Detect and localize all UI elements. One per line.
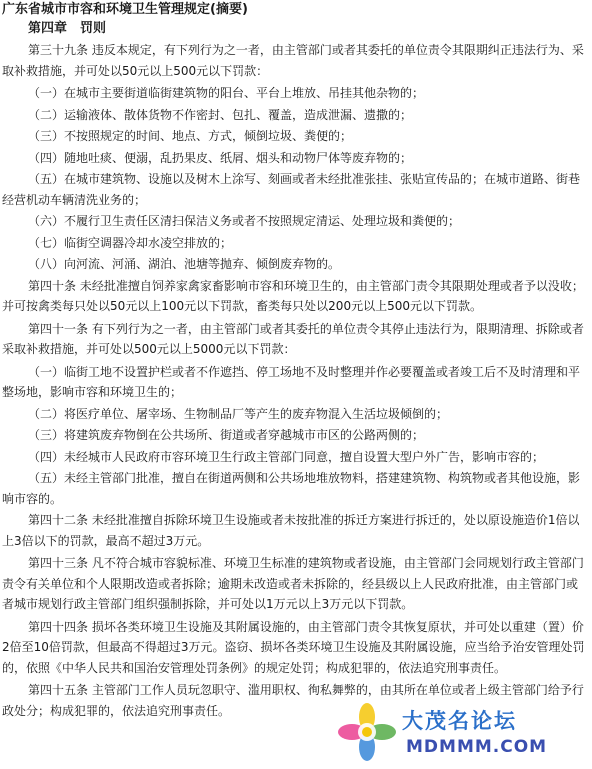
list-item: （一）在城市主要街道临街建筑物的阳台、平台上堆放、吊挂其他杂物的； <box>28 86 425 100</box>
article-paragraph: 第四十一条 有下列行为之一者，由主管部门或者其委托的单位责令其停止违法行为，限期清理、拆除或者采取补救措施，并可处以500元以上5000元以下罚款： <box>2 321 584 356</box>
article-paragraph: 第四十四条 损坏各类环境卫生设施及其附属设施的，由主管部门责令其恢复原状，并可处以重建（置）价2倍至10倍罚款，但最高不得超过3万元。盗窃、损坏各类环境卫生设施及其附属设施，应当给予治安管理处罚的，依照《中华人民共和国治安管理处罚条例》的规定处罚；构成犯罪的，依法追究刑事责任。 <box>2 619 585 675</box>
list-item: （四）未经城市人民政府市容环境卫生行政主管部门同意，擅自设置大型户外广告，影响市容的； <box>28 449 545 464</box>
list-item: （四）随地吐痰、便溺，乱扔果皮、纸屑、烟头和动物尸体等废弃物的； <box>28 150 413 165</box>
list-item: （二）将医疗单位、屠宰场、生物制品厂等产生的废弃物混入生活垃圾倾倒的； <box>28 406 449 421</box>
list-item: （三）不按照规定的时间、地点、方式，倾倒垃圾、粪便的； <box>28 129 353 143</box>
article-paragraph: 第四十二条 未经批准擅自拆除环境卫生设施或者未按批准的拆迁方案进行拆迁的，处以原设施造价1倍以上3倍以下的罚款，最高不超过3万元。 <box>2 513 580 548</box>
list-item: （五）在城市建筑物、设施以及树木上涂写、刻画或者未经批准张挂、张贴宣传品的；在城市道路、街巷经营机动车辆清洗业务的； <box>2 172 581 207</box>
chapter-heading: 第四章 罚则 <box>28 21 107 36</box>
list-item: （六）不履行卫生责任区清扫保洁义务或者不按照规定清运、处理垃圾和粪便的； <box>28 214 461 228</box>
flower-logo-icon <box>336 701 398 763</box>
list-item: （五）未经主管部门批准，擅自在街道两侧和公共场地堆放物料，搭建建筑物、构筑物或者其他设施，影响市容的。 <box>2 471 581 506</box>
list-item: （二）运输液体、散体货物不作密封、包扎、覆盖，造成泄漏、遗撒的； <box>28 107 413 122</box>
article-paragraph: 第三十九条 违反本规定，有下列行为之一者，由主管部门或者其委托的单位责令其限期纠正违法行为、采取补救措施，并可处以50元以上500元以下罚款： <box>2 43 584 78</box>
article-paragraph: 第四十条 未经批准擅自饲养家禽家畜影响市容和环境卫生的，由主管部门责令其限期处理或者予以没收；并可按禽类每只处以50元以上100元以下罚款，畜类每只处以200元以上500元以下罚款。 <box>2 278 584 313</box>
article-paragraph: 第四十三条 凡不符合城市容貌标准、环境卫生标准的建筑物或者设施，由主管部门会同规划行政主管部门责令有关单位和个人限期改造或者拆除；逾期未改造或者未拆除的，经县级以上人民政府批准，由主管部门或者城市规划行政主管部门组织强制拆除，并可处以1万元以上3万元以下罚款。 <box>2 556 584 611</box>
document-body <box>2 0 588 723</box>
list-item: （七）临街空调器冷却水凌空排放的； <box>28 235 233 250</box>
site-watermark <box>336 701 586 767</box>
document-title: 广东省城市市容和环境卫生管理规定(摘要) <box>2 2 248 17</box>
list-item: （八）向河流、河涌、湖泊、池塘等抛弃、倾倒废弃物的。 <box>28 257 341 271</box>
article-list <box>2 40 588 721</box>
list-item: （一）临街工地不设置护栏或者不作遮挡、停工场地不及时整理并作必要覆盖或者竣工后不及时清理和平整场地，影响市容和环境卫生的； <box>2 364 581 399</box>
watermark-url: MDMMM.COM <box>406 737 548 757</box>
list-item: （三）将建筑废弃物倒在公共场所、街道或者穿越城市市区的公路两侧的； <box>28 428 425 442</box>
watermark-site-name: 大茂名论坛 <box>402 709 517 733</box>
article-paragraph: 第四十五条 主管部门工作人员玩忽职守、滥用职权、徇私舞弊的，由其所在单位或者上级主管部门给予行政处分；构成犯罪的，依法追究刑事责任。 <box>2 683 584 718</box>
